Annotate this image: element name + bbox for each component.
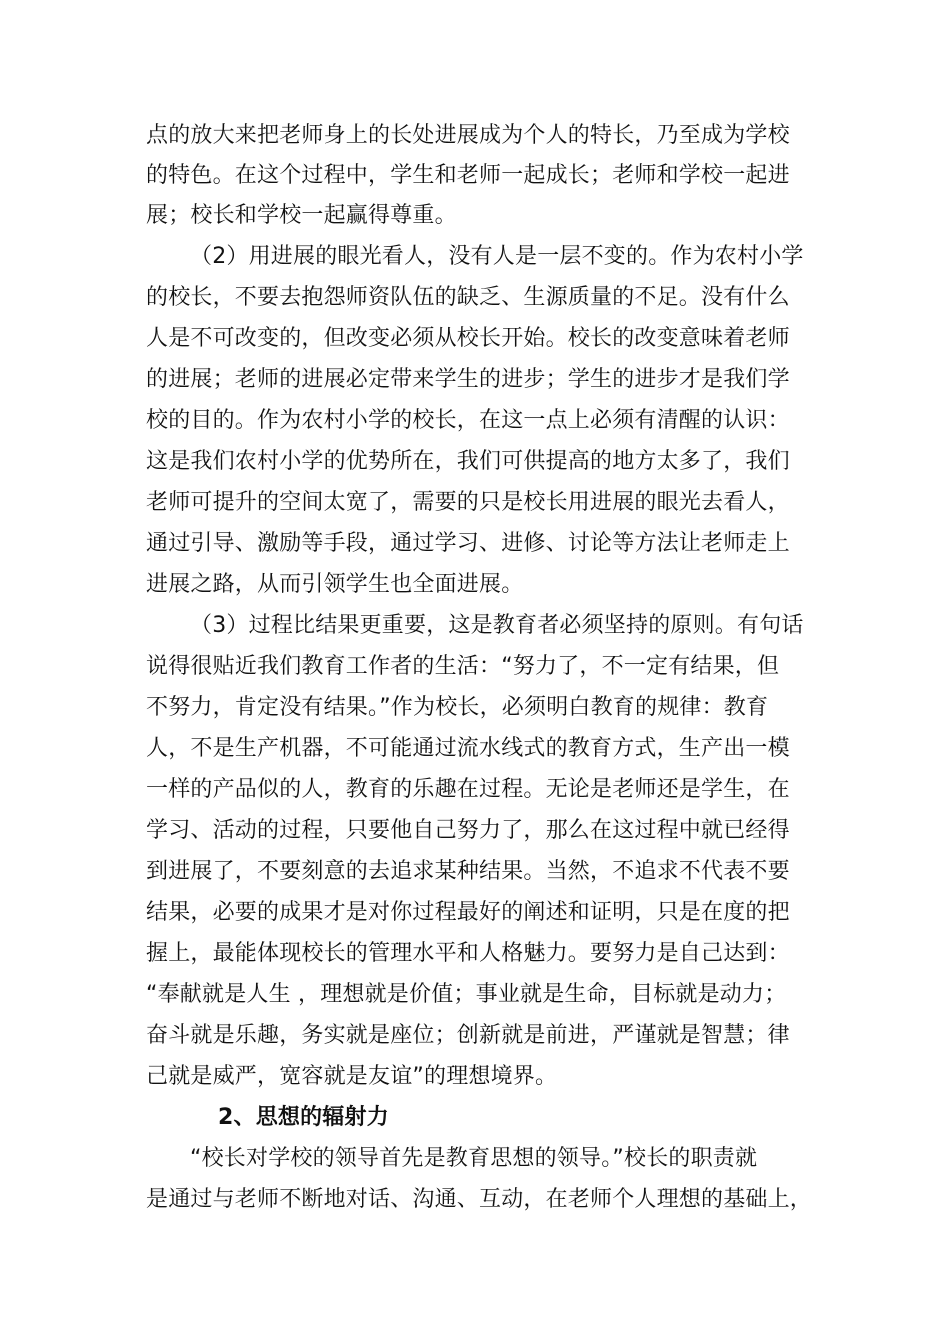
- paragraph-line: 进展之路，从而引领学生也全面进展。: [146, 572, 524, 597]
- paragraph-line: 点的放大来把老师身上的长处进展成为个人的特长，乃至成为学校: [146, 123, 790, 148]
- paragraph-line: 不努力，肯定没有结果。”作为校长，必须明白教育的规律：教育: [146, 695, 769, 720]
- paragraph-line: 的进展；老师的进展必定带来学生的进步；学生的进步才是我们学: [146, 367, 790, 392]
- paragraph-line: 的特色。在这个过程中，学生和老师一起成长；老师和学校一起进: [146, 163, 790, 188]
- paragraph-line: （3）过程比结果更重要，这是教育者必须坚持的原则。有句话: [190, 613, 804, 638]
- paragraph-line: 学习、活动的过程，只要他自己努力了，那么在这过程中就已经得: [146, 818, 790, 843]
- paragraph-line: 己就是威严，宽容就是友谊”的理想境界。: [146, 1064, 558, 1089]
- paragraph-line: 一样的产品似的人，教育的乐趣在过程。无论是老师还是学生，在: [146, 777, 790, 802]
- paragraph-line: 握上，最能体现校长的管理水平和人格魅力。要努力是自己达到：: [146, 941, 790, 966]
- paragraph-line: “校长对学校的领导首先是教育思想的领导。”校长的职责就: [190, 1146, 758, 1171]
- paragraph-line: 是通过与老师不断地对话、沟通、互动，在老师个人理想的基础上，: [146, 1187, 813, 1212]
- paragraph-line: 展；校长和学校一起赢得尊重。: [146, 203, 457, 228]
- paragraph-line: 说得很贴近我们教育工作者的生活：“努力了，不一定有结果，但: [146, 654, 780, 679]
- paragraph-line: 的校长，不要去抱怨师资队伍的缺乏、生源质量的不足。没有什么: [146, 285, 790, 310]
- paragraph-line: 这是我们农村小学的优势所在，我们可供提高的地方太多了，我们: [146, 449, 790, 474]
- paragraph-line: “奉献就是人生 ，理想就是价值；事业就是生命，目标就是动力；: [146, 982, 787, 1007]
- section-heading: 2、思想的辐射力: [218, 1105, 389, 1130]
- paragraph-line: 校的目的。作为农村小学的校长，在这一点上必须有清醒的认识：: [146, 408, 790, 433]
- paragraph-line: （2）用进展的眼光看人，没有人是一层不变的。作为农村小学: [190, 244, 804, 269]
- paragraph-line: 奋斗就是乐趣，务实就是座位；创新就是前进，严谨就是智慧；律: [146, 1023, 790, 1048]
- paragraph-line: 人，不是生产机器，不可能通过流水线式的教育方式，生产出一模: [146, 736, 790, 761]
- paragraph-line: 结果，必要的成果才是对你过程最好的阐述和证明，只是在度的把: [146, 900, 790, 925]
- paragraph-line: 到进展了，不要刻意的去追求某种结果。当然，不追求不代表不要: [146, 859, 790, 884]
- paragraph-line: 老师可提升的空间太宽了，需要的只是校长用进展的眼光去看人，: [146, 490, 790, 515]
- paragraph-line: 人是不可改变的，但改变必须从校长开始。校长的改变意味着老师: [146, 326, 790, 351]
- paragraph-line: 通过引导、激励等手段，通过学习、进修、讨论等方法让老师走上: [146, 531, 790, 556]
